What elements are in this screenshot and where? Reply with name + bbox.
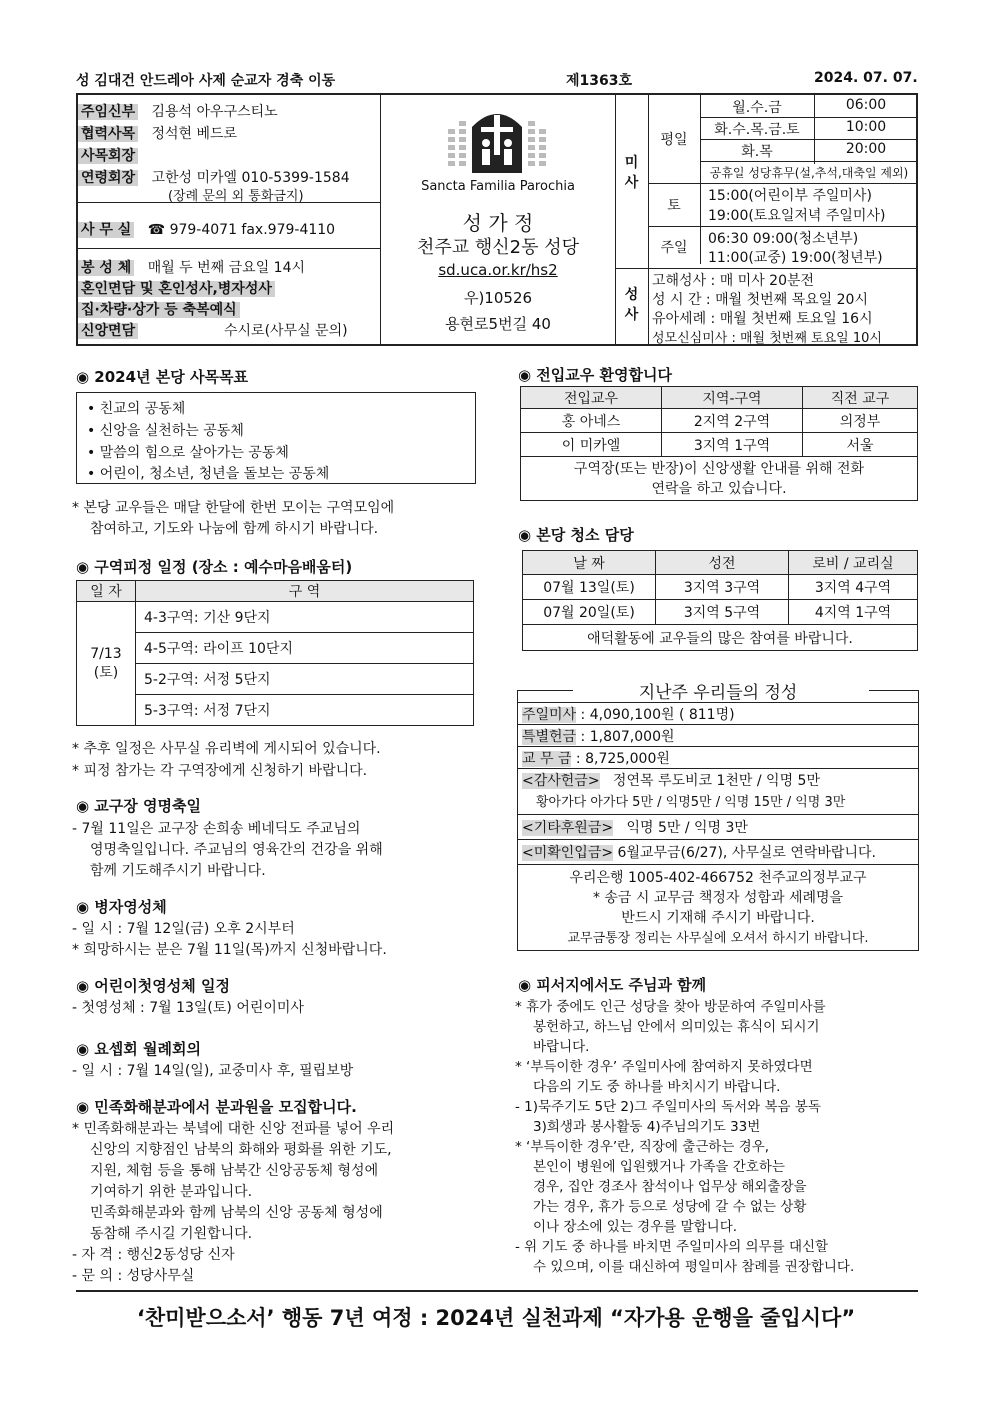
retreat-row: 5-3구역: 서정 7단지 <box>136 695 474 726</box>
retreat-note: * 피정 참가는 각 구역장에게 신청하기 바랍니다. <box>72 763 368 779</box>
vacation-line: 봉헌하고, 하느님 안에서 의미있는 휴식이 되시기 <box>533 1019 820 1035</box>
sick-line: - 일 시 : 7월 12일(금) 오후 2시부터 <box>72 921 295 937</box>
parish-url-link[interactable]: sd.uca.or.kr/hs2 <box>438 261 558 279</box>
offering-value: : 8,725,000원 <box>571 751 670 767</box>
cleaning-header: 날 짜 <box>523 551 656 575</box>
retreat-header-date: 일 자 <box>77 581 136 602</box>
vacation-line: - 위 기도 중 하나를 바치면 주일미사의 의무를 대신할 <box>515 1239 829 1255</box>
recon-line: 동참해 주시길 기원합니다. <box>90 1226 253 1242</box>
sacrament-line: 성 시 간 : 매월 첫번째 목요일 20시 <box>652 292 868 308</box>
vacation-line: - 1)묵주기도 5단 2)그 주일미사의 독서와 복음 봉독 <box>515 1099 821 1115</box>
vacation-line: 본인이 병원에 입원했거나 가족을 간호하는 <box>533 1159 785 1175</box>
recon-title: ◉ 민족화해분과에서 분과원을 모집합니다. <box>76 1098 357 1116</box>
offering-value: : 4,090,100원 ( 811명) <box>576 707 735 723</box>
vacation-line: 바랍니다. <box>533 1039 590 1055</box>
holiday-note: 공휴일 성당휴무(설,추석,대축일 제외) <box>709 166 909 180</box>
retreat-date: 7/13 (토) <box>77 602 136 726</box>
parish-logo-icon <box>448 107 546 173</box>
recon-line: 민족화해분과와 함께 남북의 신앙 공동체 형성에 <box>90 1205 383 1221</box>
parish-address: 용현로5번길 40 <box>445 315 551 333</box>
thanks-line: 정연목 루도비코 1천만 / 익명 5만 <box>612 773 820 789</box>
retreat-row: 5-2구역: 서정 5단지 <box>136 664 474 695</box>
sick-line: * 희망하시는 분은 7월 11일(목)까지 신청바랍니다. <box>72 942 387 958</box>
vacation-line: 수 있으며, 이를 대신하여 평일미사 참례를 권장합니다. <box>533 1259 855 1275</box>
extra-value: 수시로(사무실 문의) <box>224 323 348 339</box>
cleaning-cell: 07월 13일(토) <box>523 575 656 600</box>
goal-item: • 말씀의 힘으로 살아가는 공동체 <box>87 445 289 461</box>
sunday-mass: 06:30 09:00(청소년부) <box>708 231 859 247</box>
vacation-line: 이나 장소에 있는 경우를 말합니다. <box>533 1219 738 1235</box>
vacation-title: ◉ 피서지에서도 주님과 함께 <box>518 976 707 994</box>
recon-line: - 문 의 : 성당사무실 <box>72 1268 195 1284</box>
offering-label: 주일미사 <box>522 707 577 723</box>
vacation-line: * ‘부득이한 경우’란, 직장에 출근하는 경우, <box>515 1139 770 1155</box>
retreat-row: 4-5구역: 라이프 10단지 <box>136 633 474 664</box>
vacation-line: * 휴가 중에도 인근 성당을 찾아 방문하여 주일미사를 <box>515 999 826 1015</box>
staff-label: 사목회장 <box>78 148 138 164</box>
mass-label: 미 사 <box>624 155 639 191</box>
saturday-mass: 19:00(토요일저녁 주일미사) <box>708 208 886 224</box>
recon-line: 지원, 체험 등을 통해 남북간 신앙공동체 형성에 <box>90 1163 379 1179</box>
communion-line: - 첫영성체 : 7월 13일(토) 어린이미사 <box>72 1000 304 1016</box>
vacation-line: 경우, 집안 경조사 참석이나 업무상 해외출장을 <box>533 1179 807 1195</box>
issue-date: 2024. 07. 07. <box>814 70 918 86</box>
sacrament-label: 성 사 <box>624 287 639 323</box>
staff-label: 주임신부 <box>78 104 138 120</box>
cleaning-cell: 3지역 3구역 <box>656 575 789 600</box>
saturday-mass: 15:00(어린이부 주일미사) <box>708 188 872 204</box>
sunday-label: 주일 <box>660 240 688 256</box>
staff-label: 협력사목 <box>78 126 138 142</box>
goals-note: * 본당 교우들은 매달 한달에 한번 모이는 구역모임에 <box>72 500 395 516</box>
bank-line: 교무금통장 정리는 사무실에 오셔서 하시기 바랍니다. <box>567 931 869 946</box>
cleaning-header: 성전 <box>656 551 789 575</box>
retreat-table <box>76 580 474 726</box>
newcomer-cell: 서울 <box>803 433 918 457</box>
retreat-row: 4-3구역: 기산 9단지 <box>136 602 474 633</box>
sacrament-line: 성모신심미사 : 매월 첫번째 토요일 10시 <box>652 331 882 346</box>
cleaning-cell: 3지역 5구역 <box>656 600 789 625</box>
vacation-line: * ‘부득이한 경우’ 주일미사에 참여하지 못하였다면 <box>515 1059 813 1075</box>
newcomer-cell: 이 미카엘 <box>521 433 662 457</box>
communion-title: ◉ 어린이첫영성체 일정 <box>76 977 230 995</box>
newcomers-table <box>520 386 918 501</box>
office-phone: ☎ 979-4071 fax.979-4110 <box>147 222 336 238</box>
unknown-label: <미확인입금> <box>522 845 614 861</box>
sunday-mass: 11:00(교중) 19:00(청년부) <box>708 250 883 266</box>
staff-value: 정석현 베드로 <box>151 126 238 142</box>
weekday-time: 20:00 <box>845 141 887 157</box>
goals-note: 참여하고, 기도와 나눔에 함께 하시기 바랍니다. <box>90 521 379 537</box>
joseph-title: ◉ 요셉회 월례회의 <box>76 1040 201 1058</box>
feast-title: 성 김대건 안드레아 사제 순교자 경축 이동 <box>76 73 336 89</box>
newcomers-header: 직전 교구 <box>803 387 918 409</box>
cleaning-cell: 3지역 4구역 <box>789 575 918 600</box>
offering-box <box>517 683 919 951</box>
joseph-line: - 일 시 : 7월 14일(일), 교중미사 후, 필립보방 <box>72 1063 354 1079</box>
cleaning-header: 로비 / 교리실 <box>789 551 918 575</box>
vacation-line: 3)희생과 봉사활동 4)주님의기도 33번 <box>533 1119 761 1135</box>
cleaning-cell: 4지역 1구역 <box>789 600 918 625</box>
vacation-line: 다음의 기도 중 하나를 바치시기 바랍니다. <box>533 1079 781 1095</box>
staff-label: 연령회장 <box>78 170 138 186</box>
goals-title: ◉ 2024년 본당 사목목표 <box>76 368 248 386</box>
cleaning-table <box>522 550 918 651</box>
sick-title: ◉ 병자영성체 <box>76 898 167 916</box>
postal-code: 우)10526 <box>463 289 533 307</box>
cleaning-title: ◉ 본당 청소 담당 <box>518 526 634 544</box>
extra-label: 집·차량·상가 등 축복예식 <box>78 302 240 318</box>
extra-label: 봉 성 체 <box>78 260 134 276</box>
weekday-time: 06:00 <box>845 97 887 113</box>
newcomer-cell: 홍 아네스 <box>521 409 662 433</box>
goal-item: • 신앙을 실천하는 공동체 <box>87 423 244 439</box>
sacrament-line: 고해성사 : 매 미사 20분전 <box>652 273 815 289</box>
saturday-label: 토 <box>667 198 681 214</box>
sacrament-line: 유아세례 : 매월 첫번째 토요일 16시 <box>652 311 873 327</box>
parish-name: 성 가 정 <box>462 211 534 235</box>
bank-line: 우리은행 1005-402-466752 천주교의정부교구 <box>569 870 867 886</box>
goal-item: • 친교의 공동체 <box>87 401 186 417</box>
footer-slogan: ‘찬미받으소서’ 행동 7년 여정 : 2024년 실천과제 “자가용 운행을 줄입시다” <box>136 1306 856 1330</box>
bishop-title: ◉ 교구장 영명축일 <box>76 797 201 815</box>
bishop-line: 함께 기도해주시기 바랍니다. <box>90 863 266 879</box>
vacation-line: 가는 경우, 휴가 등으로 성당에 갈 수 없는 상황 <box>533 1199 807 1215</box>
staff-note: (장례 문의 외 통화금지) <box>168 189 304 204</box>
bank-line: 반드시 기재해 주시기 바랍니다. <box>621 910 815 926</box>
newcomers-header: 지역-구역 <box>662 387 803 409</box>
extra-label: 신앙면담 <box>78 323 138 339</box>
footer-divider <box>76 1290 918 1292</box>
church-name: 천주교 행신2동 성당 <box>417 237 579 258</box>
goal-item: • 어린이, 청소년, 청년을 돌보는 공동체 <box>87 466 330 482</box>
thanks-label: <감사헌금> <box>522 773 600 789</box>
retreat-note: * 추후 일정은 사무실 유리벽에 게시되어 있습니다. <box>72 741 381 757</box>
offering-title: 지난주 우리들의 정성 <box>638 683 798 703</box>
bishop-line: - 7월 11일은 교구장 손희송 베네딕도 주교님의 <box>72 821 361 837</box>
staff-value: 김용석 아우구스티노 <box>151 104 278 120</box>
newcomer-cell: 3지역 1구역 <box>662 433 803 457</box>
newcomer-cell: 의정부 <box>803 409 918 433</box>
recon-line: - 자 격 : 행신2동성당 신자 <box>72 1247 235 1263</box>
office-label: 사 무 실 <box>78 222 134 238</box>
offering-label: 특별헌금 <box>522 729 577 745</box>
newcomers-note: 연락을 하고 있습니다. <box>651 480 787 497</box>
newcomers-header: 전입교우 <box>521 387 662 409</box>
newcomer-cell: 2지역 2구역 <box>662 409 803 433</box>
issue-number: 제1363호 <box>566 73 633 89</box>
weekday-time: 10:00 <box>845 119 887 135</box>
parish-latin-name: Sancta Familia Parochia <box>421 179 575 194</box>
weekday-days: 월.수.금 <box>732 100 782 116</box>
parish-header-box <box>76 93 918 346</box>
retreat-title: ◉ 구역피정 일정 (장소 : 예수마음배움터) <box>76 558 353 576</box>
offering-label: 교 무 금 <box>522 751 572 767</box>
unknown-value: 6월교무금(6/27), 사무실로 연락바랍니다. <box>617 845 876 861</box>
offering-value: : 1,807,000원 <box>576 729 675 745</box>
cleaning-note: 애덕활동에 교우들의 많은 참여를 바랍니다. <box>523 625 918 651</box>
recon-line: * 민족화해분과는 북녘에 대한 신앙 전파를 넣어 우리 <box>72 1121 395 1137</box>
weekday-days: 화.목 <box>741 144 773 160</box>
bishop-line: 영명축일입니다. 주교님의 영육간의 건강을 위해 <box>90 842 383 858</box>
newcomers-note: 구역장(또는 반장)이 신앙생활 안내를 위해 전화 <box>573 460 865 477</box>
staff-value: 고한성 미카엘 010-5399-1584 <box>151 170 350 186</box>
thanks-line: 황아가다 아가다 5만 / 익명5만 / 익명 15만 / 익명 3만 <box>536 795 846 810</box>
goals-box <box>76 392 476 484</box>
newcomers-title: ◉ 전입교우 환영합니다 <box>518 366 672 384</box>
weekday-days: 화.수.목.금.토 <box>714 122 800 138</box>
recon-line: 신앙의 지향점인 남북의 화해와 평화를 위한 기도, <box>90 1142 392 1158</box>
recon-line: 기여하기 위한 분과입니다. <box>90 1184 253 1200</box>
retreat-header-area: 구 역 <box>136 581 474 602</box>
other-label: <기타후원금> <box>522 820 614 836</box>
extra-value: 매월 두 번째 금요일 14시 <box>147 260 306 276</box>
cleaning-cell: 07월 20일(토) <box>523 600 656 625</box>
weekday-label: 평일 <box>660 132 688 148</box>
other-value: 익명 5만 / 익명 3만 <box>626 820 748 836</box>
extra-label: 혼인면담 및 혼인성사,병자성사 <box>78 281 275 297</box>
bank-line: * 송금 시 교무금 책정자 성함과 세례명을 <box>592 890 844 906</box>
